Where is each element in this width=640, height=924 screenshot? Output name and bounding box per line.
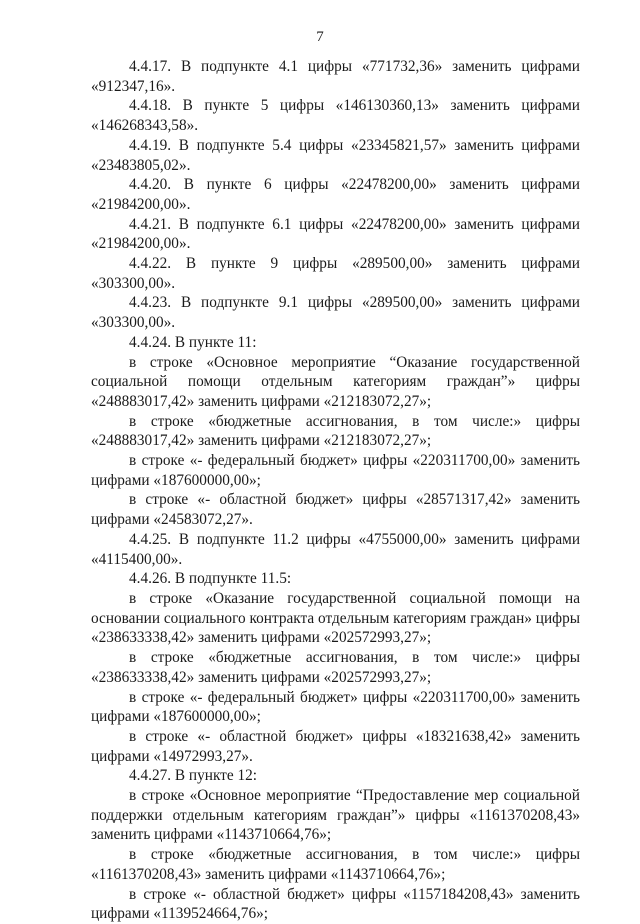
clause-item-budget-allocations-11-5: в строке «бюджетные ассигнования, в том числе:» цифры «238633338,42» заменить цифрами «202572993,27»; xyxy=(91,649,580,686)
paragraph-4-4-18: 4.4.18. В пункте 5 цифры «146130360,13» заменить цифрами «146268343,58». xyxy=(91,97,580,135)
paragraph-4-4-23: 4.4.23. В подпункте 9.1 цифры «289500,00» заменить цифрами «303300,00». xyxy=(91,294,580,332)
paragraph-4-4-24: 4.4.24. В пункте 11: xyxy=(129,333,257,351)
paragraph-4-4-17: 4.4.17. В подпункте 4.1 цифры «771732,36» заменить цифрами «912347,16». xyxy=(91,58,580,95)
paragraph-4-4-25: 4.4.25. В подпункте 11.2 цифры «4755000,00» заменить цифрами «4115400,00». xyxy=(91,530,580,568)
clause-item-main-activity-12: в строке «Основное мероприятие “Предоставление мер социальной поддержки отдельным категориям граждан”» цифры «1161370208,43» заменить цифрами «1143710664,76»; xyxy=(91,787,580,844)
clause-item-federal-budget-11-5: в строке «- федеральный бюджет» цифры «220311700,00» заменить цифрами «187600000,00»; xyxy=(91,688,580,726)
clause-item-main-activity-11: в строке «Основное мероприятие “Оказание государственной социальной помощи отдельным категориям граждан”» цифры «248883017,42» заменить цифрами «212183072,27»; xyxy=(91,353,580,410)
clause-item-regional-budget-12: в строке «- областной бюджет» цифры «1157184208,43» заменить цифрами «1139524664,76»; xyxy=(91,885,580,923)
clause-item-regional-budget-11: в строке «- областной бюджет» цифры «28571317,42» заменить цифрами «24583072,27». xyxy=(91,491,580,529)
clause-item-budget-allocations-12: в строке «бюджетные ассигнования, в том числе:» цифры «1161370208,43» заменить цифрами «1143710664,76»; xyxy=(91,846,580,883)
paragraph-4-4-22: 4.4.22. В пункте 9 цифры «289500,00» заменить цифрами «303300,00». xyxy=(91,255,580,292)
paragraph-4-4-26: 4.4.26. В подпункте 11.5: xyxy=(129,570,292,588)
clause-item-social-contract-11-5: в строке «Оказание государственной социальной помощи на основании социального контракта отдельным категориям граждан» цифры «238633338,42» заменить цифрами «202572993,27»; xyxy=(91,589,580,647)
paragraph-4-4-20: 4.4.20. В пункте 6 цифры «22478200,00» заменить цифрами «21984200,00». xyxy=(91,176,580,213)
paragraph-4-4-19: 4.4.19. В подпункте 5.4 цифры «23345821,57» заменить цифрами «23483805,02». xyxy=(91,136,580,174)
document-body xyxy=(91,57,580,924)
page-number: 7 xyxy=(316,29,324,45)
paragraph-4-4-21: 4.4.21. В подпункте 6.1 цифры «22478200,00» заменить цифрами «21984200,00». xyxy=(91,215,580,253)
clause-item-budget-allocations-11: в строке «бюджетные ассигнования, в том числе:» цифры «248883017,42» заменить цифрами «212183072,27»; xyxy=(91,412,580,450)
clause-item-federal-budget-11: в строке «- федеральный бюджет» цифры «220311700,00» заменить цифрами «187600000,00»; xyxy=(91,452,580,489)
paragraph-4-4-27: 4.4.27. В пункте 12: xyxy=(129,767,258,785)
clause-item-regional-budget-11-5: в строке «- областной бюджет» цифры «18321638,42» заменить цифрами «14972993,27». xyxy=(91,727,580,765)
